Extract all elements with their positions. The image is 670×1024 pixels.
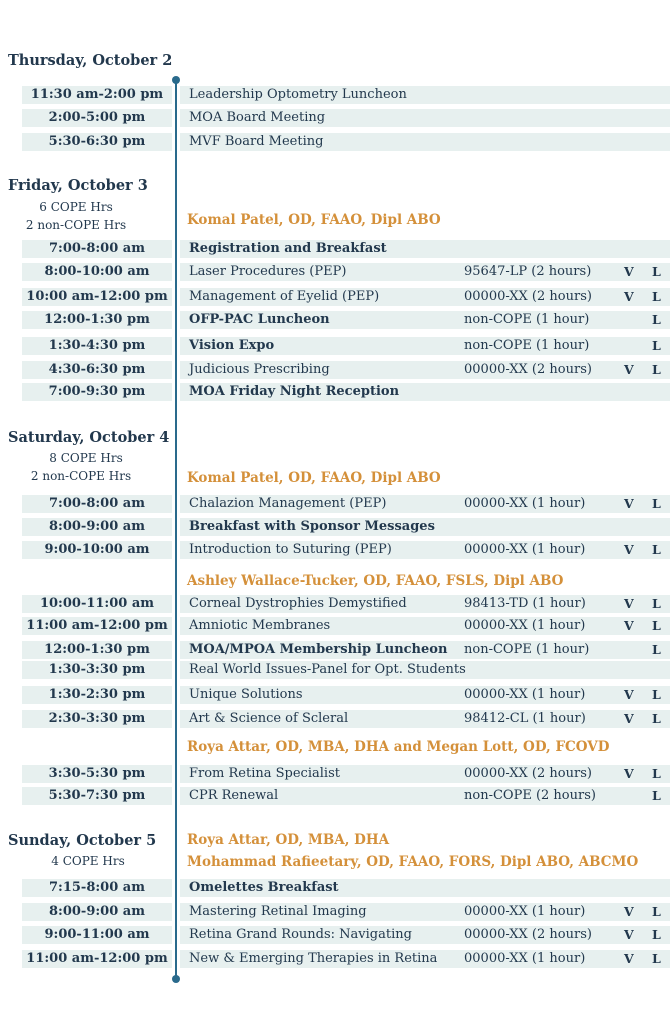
row-title: MVF Board Meeting [189,134,324,149]
non-cope-hours: 2 non-COPE Hrs [30,469,132,483]
course-code: 98413-TD (1 hour) [464,596,586,611]
row-time: 7:00-9:30 pm [48,384,146,399]
row-title: From Retina Specialist [189,766,340,781]
l-mark: L [652,904,661,919]
schedule-row [22,263,670,281]
l-mark: L [652,711,661,726]
course-code: 00000-XX (1 hour) [464,542,586,557]
day-heading-friday: Friday, October 3 [8,177,148,194]
row-time: 4:30-6:30 pm [48,362,146,377]
row-time: 1:30-3:30 pm [48,662,146,677]
schedule-row [22,288,670,306]
row-time: 7:15-8:00 am [49,880,145,895]
row-title: Amniotic Membranes [189,618,331,633]
row-time: 10:00-11:00 am [39,596,155,611]
l-mark: L [652,927,661,942]
schedule-row [22,787,670,805]
l-mark: L [652,362,661,377]
l-mark: L [652,312,661,327]
l-mark: L [652,264,661,279]
row-time: 11:00 am-12:00 pm [26,951,168,966]
l-mark: L [652,687,661,702]
row-title: Management of Eyelid (PEP) [189,289,380,304]
row-time: 8:00-10:00 am [44,264,150,279]
schedule-row [22,686,670,704]
schedule-row [22,710,670,728]
row-time: 10:00 am-12:00 pm [26,289,168,304]
schedule-row [22,240,670,258]
row-time: 3:30-5:30 pm [48,766,146,781]
speaker-name: Roya Attar, OD, MBA, DHA and Megan Lott, OD, FCOVD [187,739,610,755]
course-code: non-COPE (1 hour) [464,642,590,657]
v-mark: V [624,362,634,377]
schedule-row [22,86,670,104]
l-mark: L [652,289,661,304]
course-code: 00000-XX (1 hour) [464,687,586,702]
schedule-row [22,595,670,613]
v-mark: V [624,542,634,557]
row-title: Corneal Dystrophies Demystified [189,596,407,611]
schedule-row [22,337,670,355]
l-mark: L [652,642,661,657]
schedule-row [22,879,670,897]
row-title: Retina Grand Rounds: Navigating [189,927,412,942]
l-mark: L [652,542,661,557]
row-title: Unique Solutions [189,687,303,702]
timeline-end-dot [172,975,180,983]
course-code: 00000-XX (1 hour) [464,496,586,511]
course-code: non-COPE (2 hours) [464,788,596,803]
v-mark: V [624,687,634,702]
speaker-name: Komal Patel, OD, FAAO, Dipl ABO [187,212,441,228]
row-title: MOA/MPOA Membership Luncheon [189,642,448,657]
v-mark: V [624,264,634,279]
row-title: Omelettes Breakfast [189,880,339,895]
course-code: 00000-XX (2 hours) [464,927,592,942]
row-time: 5:30-6:30 pm [48,134,146,149]
schedule-row [22,903,670,921]
speaker-name: Roya Attar, OD, MBA, DHA [187,832,390,848]
l-mark: L [652,788,661,803]
v-mark: V [624,766,634,781]
row-title: CPR Renewal [189,788,279,803]
l-mark: L [652,338,661,353]
day-heading-thursday: Thursday, October 2 [8,52,173,69]
row-title: Vision Expo [189,338,275,353]
course-code: non-COPE (1 hour) [464,312,590,327]
row-time: 2:00-5:00 pm [48,110,146,125]
row-title: Chalazion Management (PEP) [189,496,387,511]
schedule-row [22,541,670,559]
row-title: OFP-PAC Luncheon [189,312,330,327]
row-time: 8:00-9:00 am [49,904,145,919]
l-mark: L [652,951,661,966]
day-heading-sunday: Sunday, October 5 [8,832,157,849]
schedule-row [22,661,670,679]
non-cope-hours: 2 non-COPE Hrs [25,218,127,232]
schedule-row [22,926,670,944]
schedule-row [22,765,670,783]
course-code: 00000-XX (1 hour) [464,904,586,919]
cope-hours: 8 COPE Hrs [49,451,123,465]
v-mark: V [624,904,634,919]
l-mark: L [652,618,661,633]
day-heading-saturday: Saturday, October 4 [8,429,170,446]
row-time: 11:30 am-2:00 pm [30,87,164,102]
course-code: 00000-XX (1 hour) [464,951,586,966]
v-mark: V [624,596,634,611]
schedule-row [22,109,670,127]
row-time: 1:30-4:30 pm [48,338,146,353]
schedule-row [22,495,670,513]
course-code: 98412-CL (1 hour) [464,711,586,726]
row-time: 8:00-9:00 am [49,519,145,534]
v-mark: V [624,927,634,942]
row-time: 11:00 am-12:00 pm [26,618,168,633]
course-code: non-COPE (1 hour) [464,338,590,353]
v-mark: V [624,711,634,726]
row-time: 1:30-2:30 pm [48,687,146,702]
v-mark: V [624,496,634,511]
l-mark: L [652,596,661,611]
timeline-start-dot [172,76,180,84]
course-code: 00000-XX (2 hours) [464,766,592,781]
row-time: 7:00-8:00 am [49,241,145,256]
v-mark: V [624,951,634,966]
course-code: 00000-XX (2 hours) [464,362,592,377]
row-time: 2:30-3:30 pm [48,711,146,726]
schedule-row [22,361,670,379]
speaker-name: Mohammad Rafieetary, OD, FAAO, FORS, Dipl ABO, ABCMO [187,854,639,870]
schedule-row [22,617,670,635]
row-title: Art & Science of Scleral [189,711,349,726]
schedule-row [22,311,670,329]
row-title: Leadership Optometry Luncheon [189,87,407,102]
schedule-row [22,641,670,659]
v-mark: V [624,618,634,633]
cope-hours: 4 COPE Hrs [51,854,125,868]
row-time: 7:00-8:00 am [49,496,145,511]
row-time: 9:00-11:00 am [44,927,150,942]
row-title: Judicious Prescribing [189,362,330,377]
course-code: 95647-LP (2 hours) [464,264,592,279]
row-title: Registration and Breakfast [189,241,387,256]
schedule-row [22,383,670,401]
row-title: MOA Board Meeting [189,110,326,125]
row-time: 12:00-1:30 pm [44,642,150,657]
row-time: 12:00-1:30 pm [44,312,150,327]
row-title: Mastering Retinal Imaging [189,904,367,919]
schedule-row [22,518,670,536]
speaker-name: Komal Patel, OD, FAAO, Dipl ABO [187,470,441,486]
row-time: 9:00-10:00 am [44,542,150,557]
cope-hours: 6 COPE Hrs [39,200,113,214]
course-code: 00000-XX (1 hour) [464,618,586,633]
schedule-row [22,950,670,968]
course-code: 00000-XX (2 hours) [464,289,592,304]
l-mark: L [652,766,661,781]
row-title: Breakfast with Sponsor Messages [189,519,435,534]
v-mark: V [624,289,634,304]
l-mark: L [652,496,661,511]
speaker-name: Ashley Wallace-Tucker, OD, FAAO, FSLS, Dipl ABO [187,573,564,589]
schedule-row [22,133,670,151]
row-time: 5:30-7:30 pm [48,788,146,803]
row-title: Introduction to Suturing (PEP) [189,542,392,557]
row-title: New & Emerging Therapies in Retina [189,951,438,966]
row-title: Laser Procedures (PEP) [189,264,347,279]
row-title: MOA Friday Night Reception [189,384,400,399]
row-title: Real World Issues-Panel for Opt. Students [189,662,466,677]
